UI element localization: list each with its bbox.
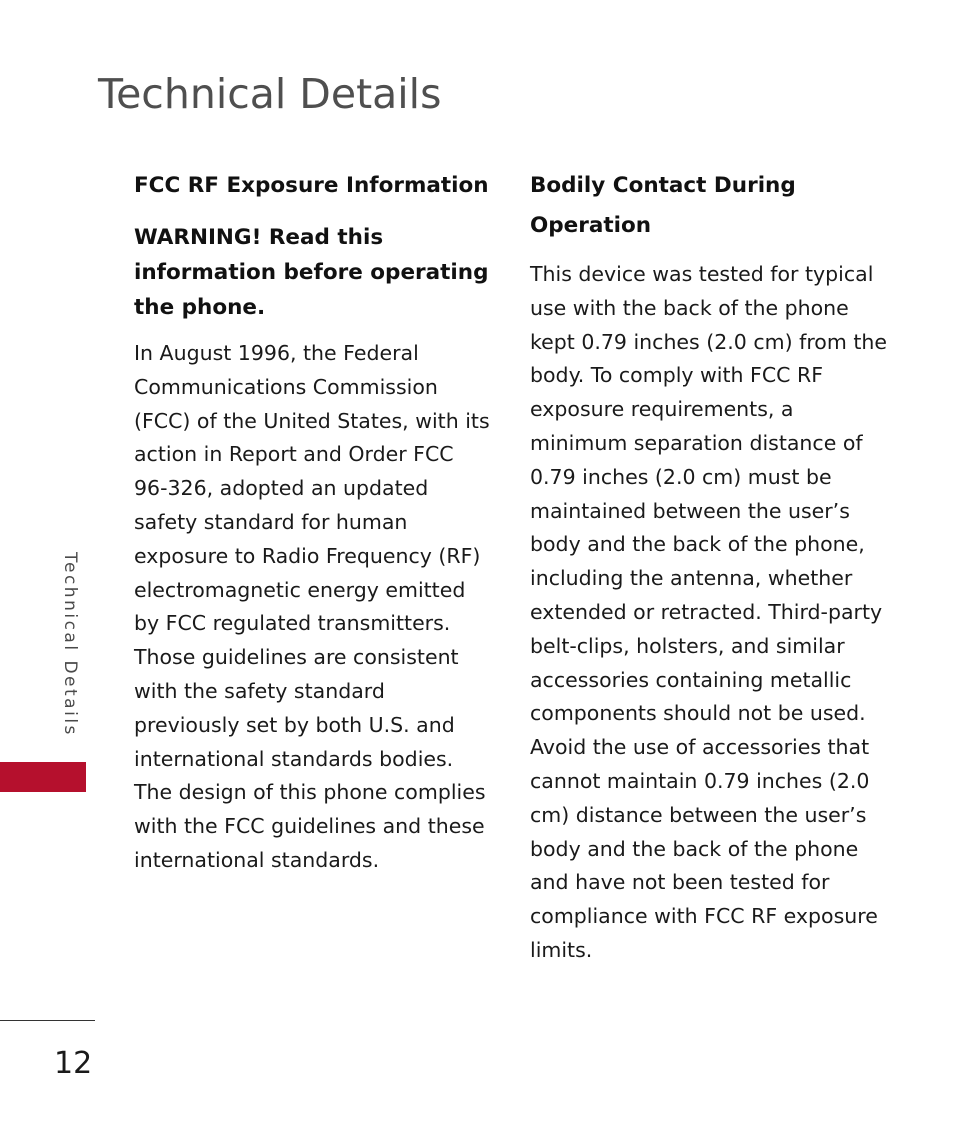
footer-divider xyxy=(0,1020,95,1021)
fcc-rf-exposure-body: In August 1996, the Federal Communications Commission (FCC) of the United States, with its action in Report and Order FCC 96-326, adopted an updated safety standard for human exposure to Radio Frequency (RF) electromagnetic energy emitted by FCC regulated transmitters. Those guidelines are consistent with the safety standard previously set by both U.S. and international standards bodies. The design of this phone complies with the FCC guidelines and these international standards. xyxy=(134,341,490,872)
page-title: Technical Details xyxy=(98,70,442,118)
right-column xyxy=(530,166,888,968)
left-column xyxy=(134,166,492,878)
side-tab-marker xyxy=(0,762,86,792)
bodily-contact-heading: Bodily Contact During Operation xyxy=(530,173,796,238)
page-number: 12 xyxy=(54,1046,93,1081)
side-tab-label: Technical Details xyxy=(60,552,80,737)
warning-text: WARNING! Read this information before operating the phone. xyxy=(134,225,489,320)
fcc-rf-exposure-heading: FCC RF Exposure Information xyxy=(134,173,489,198)
bodily-contact-body: This device was tested for typical use with the back of the phone kept 0.79 inches (2.0 cm) from the body. To comply with FCC RF exposure requirements, a minimum separation distance of 0.79 inches (2.0 cm) must be maintained between the user’s body and the back of the phone, including the antenna, whether extended or retracted. Third-party belt-clips, holsters, and similar accessories containing metallic components should not be used. Avoid the use of accessories that cannot maintain 0.79 inches (2.0 cm) distance between the user’s body and the back of the phone and have not been tested for compliance with FCC RF exposure limits. xyxy=(530,262,887,962)
